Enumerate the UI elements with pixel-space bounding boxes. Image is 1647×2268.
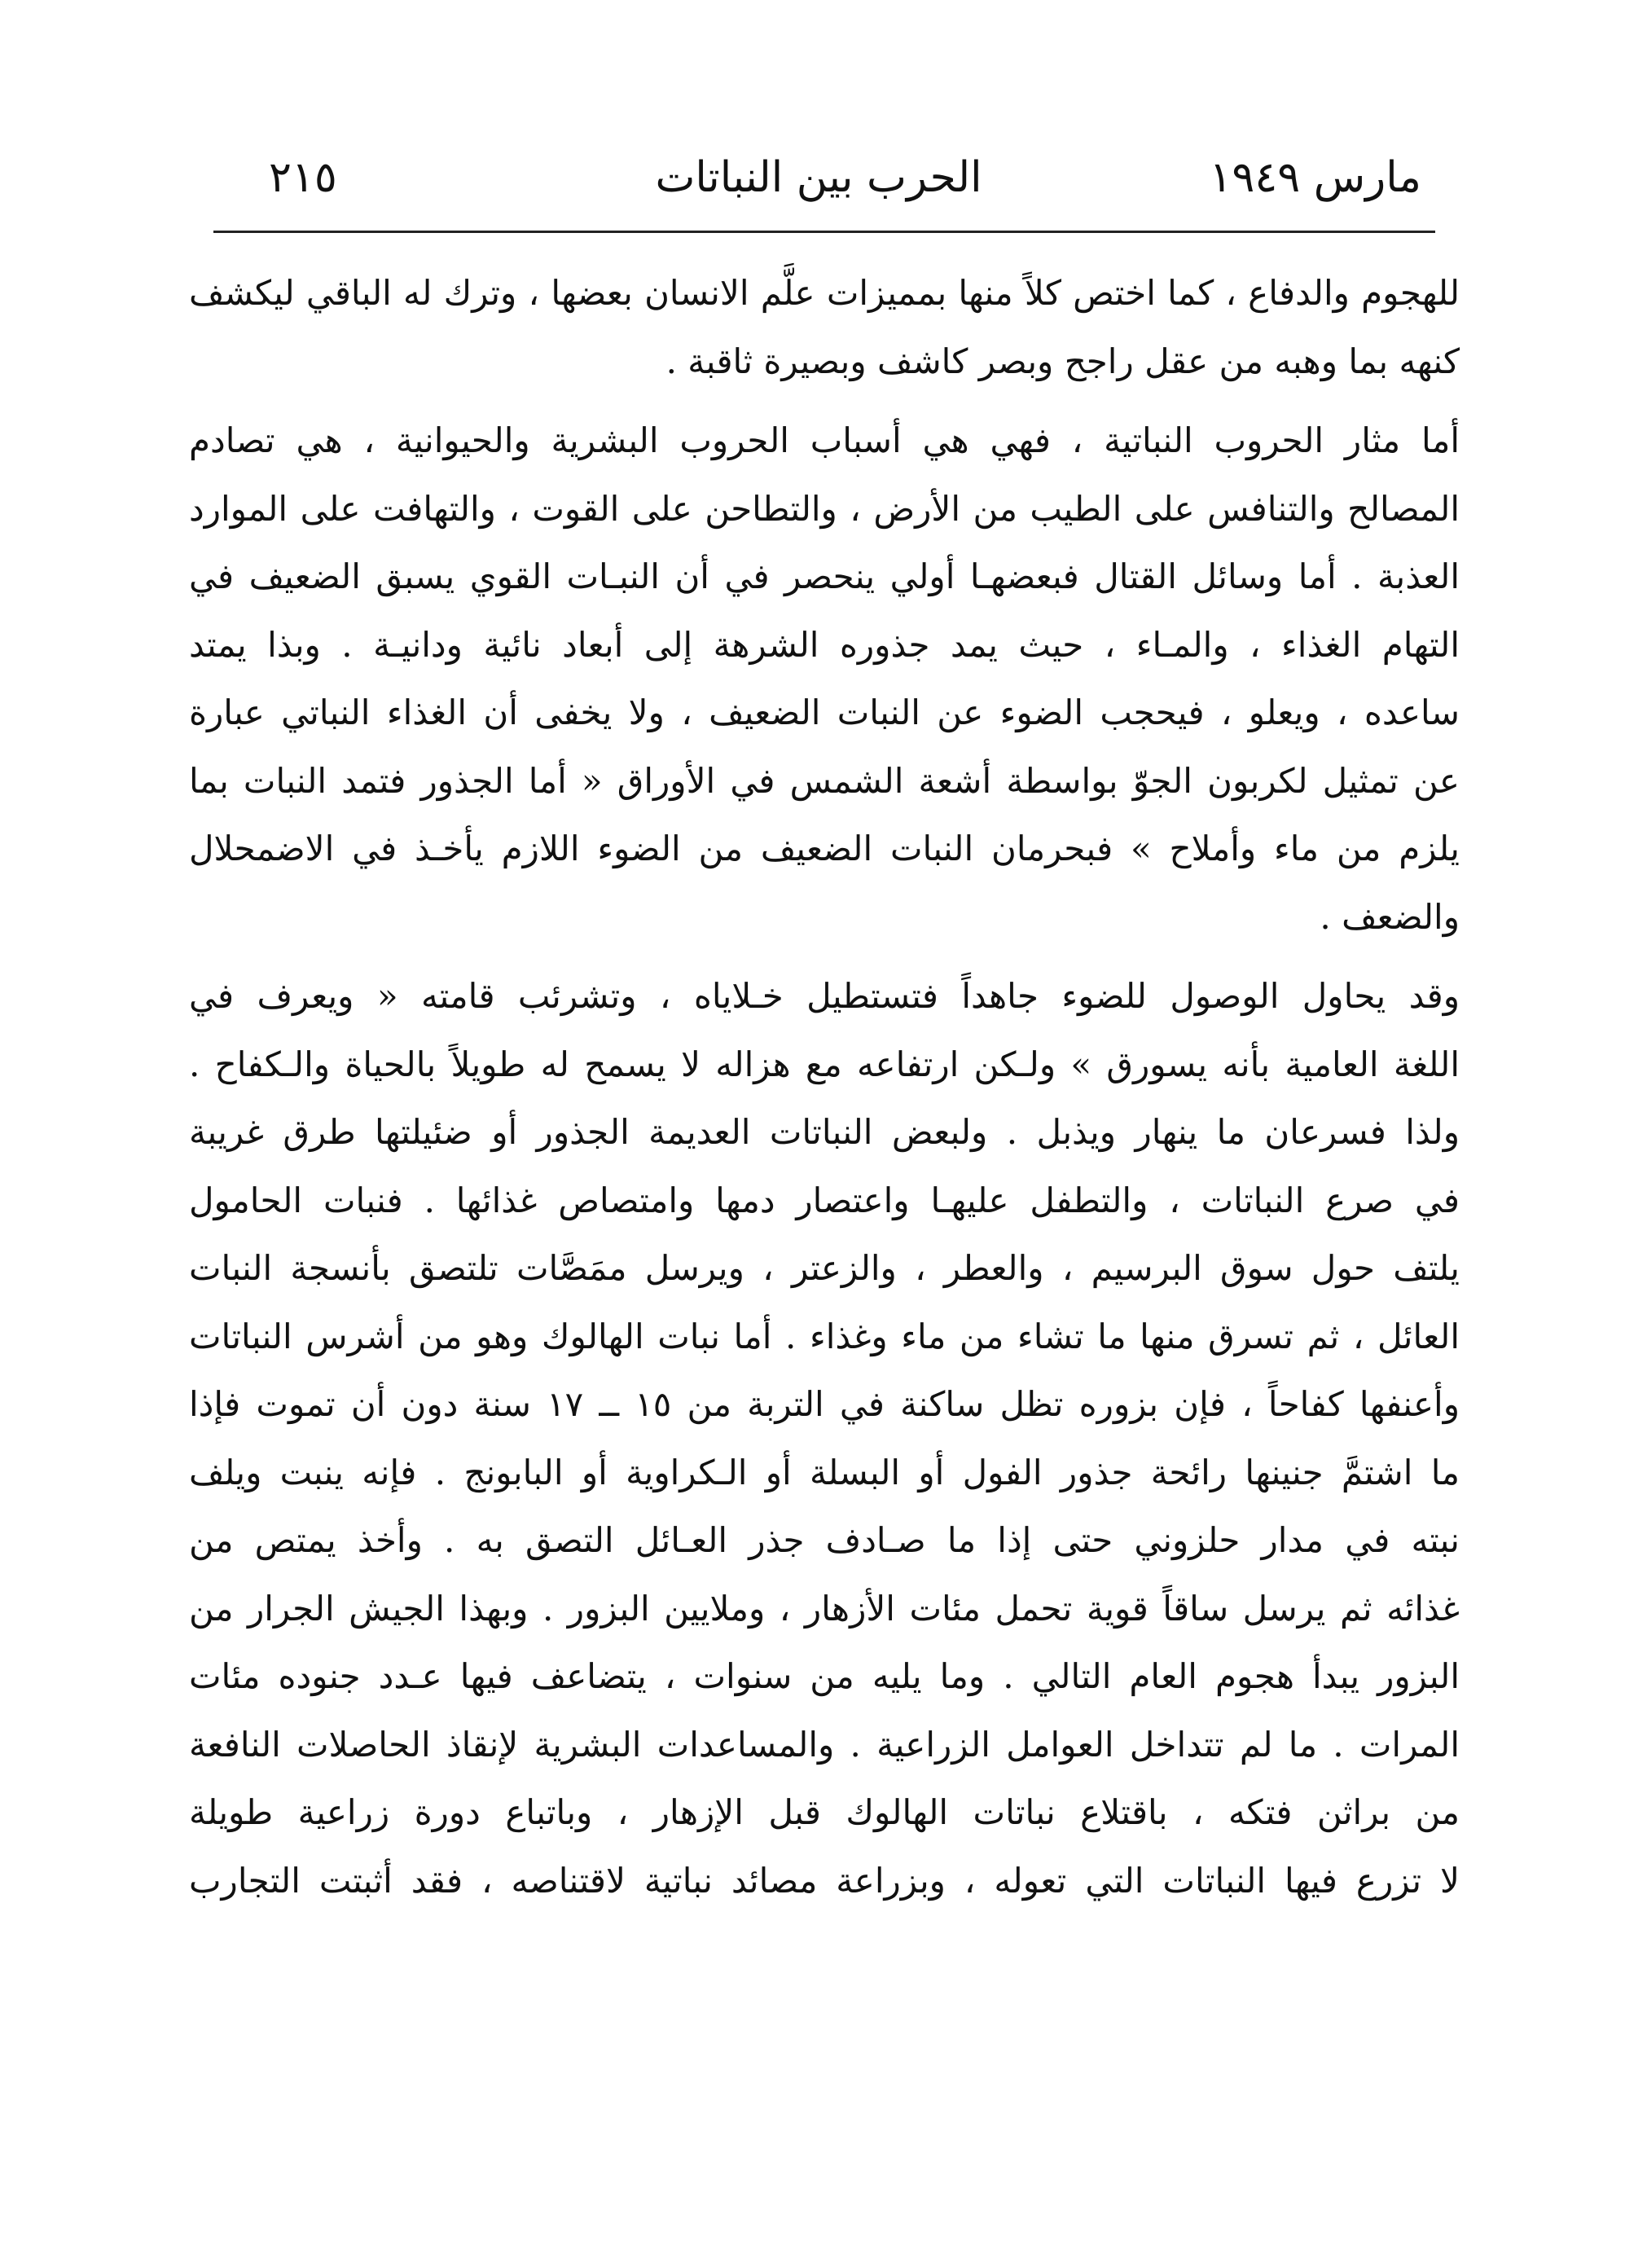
text-line: كنهه بما وهبه من عقل راجح وبصر كاشف وبصيرة ثاقبة . (665, 341, 1460, 381)
page-number: ٢١٥ (269, 153, 337, 202)
text-line: وأعنفها كفاحاً ، فإن بزوره تظل ساكنة في التربة من ١٥ ــ ١٧ سنة دون أن تموت فإذا (189, 1384, 1460, 1424)
text-line: والضعف . (1320, 896, 1460, 937)
text-line: المرات . ما لم تتداخل العوامل الزراعية . والمساعدات البشرية لإنقاذ الحاصلات النافعة (189, 1724, 1460, 1765)
text-line: ولذا فسرعان ما ينهار ويذبل . ولبعض النباتات العديمة الجذور أو ضئيلتها طرق غريبة (189, 1112, 1460, 1152)
text-line: في صرع النباتات ، والتطفل عليهـا واعتصار دمها وامتصاص غذائها . فنبات الحامول (189, 1180, 1460, 1220)
text-line: من براثن فتكه ، باقتلاع نباتات الهالوك قبل الإزهار ، وباتباع دورة زراعية طويلة (189, 1792, 1460, 1832)
text-line: عن تمثيل لكربون الجوّ بواسطة أشعة الشمس في الأوراق « أما الجذور فتمد النبات بما (189, 760, 1460, 801)
text-line: وقد يحاول الوصول للضوء جاهداً فتستطيل خـلاياه ، وتشرئب قامته « ويعرف في (189, 976, 1460, 1016)
header-title: الحرب بين النباتات (655, 153, 982, 202)
text-line: ما اشتمَّ جنينها رائحة جذور الفول أو البسلة أو الـكراوية أو البابونج . فإنه ينبت ويلف (189, 1452, 1460, 1492)
header-date: مارس ١٩٤٩ (1209, 153, 1421, 202)
text-line: العائل ، ثم تسرق منها ما تشاء من ماء وغذاء . أما نبات الهالوك وهو من أشرس النباتات (189, 1316, 1460, 1356)
paragraph-1 (189, 259, 1460, 395)
text-line: البزور يبدأ هجوم العام التالي . وما يليه من سنوات ، يتضاعف فيها عـدد جنوده مئات (189, 1656, 1460, 1696)
text-line: ساعده ، ويعلو ، فيحجب الضوء عن النبات الضعيف ، ولا يخفى أن الغذاء النباتي عبارة (189, 692, 1460, 732)
text-line: المصالح والتنافس على الطيب من الأرض ، والتطاحن على القوت ، والتهافت على الموارد (189, 488, 1460, 529)
text-line: اللغة العامية بأنه يسورق » ولـكن ارتفاعه مع هزاله لا يسمح له طويلاً بالحياة والـكفاح . (189, 1044, 1460, 1084)
paragraph-3 (189, 962, 1460, 1914)
text-line: يلتف حول سوق البرسيم ، والعطر ، والزعتر ، ويرسل ممَصَّات تلتصق بأنسجة النبات (189, 1248, 1460, 1288)
text-line: نبته في مدار حلزوني حتى إذا ما صـادف جذر العـائل التصق به . وأخذ يمتص من (189, 1520, 1460, 1560)
paragraph-2 (189, 407, 1460, 951)
header-rule (213, 231, 1435, 233)
page-header (216, 145, 1421, 210)
text-line: يلزم من ماء وأملاح » فبحرمان النبات الضعيف من الضوء اللازم يأخـذ في الاضمحلال (189, 829, 1460, 868)
text-line: التهام الغذاء ، والمـاء ، حيث يمد جذوره الشرهة إلى أبعاد نائية ودانيـة . وبذا يمتد (189, 624, 1460, 665)
text-line: للهجوم والدفاع ، كما اختص كلاً منها بمميزات علَّم الانسان بعضها ، وترك له الباقي ليكشف (189, 273, 1460, 313)
article-body (189, 259, 1460, 1914)
text-line: العذبة . أما وسائل القتال فبعضهـا أولي ينحصر في أن النبـات القوي يسبق الضعيف في (189, 556, 1460, 596)
text-line: لا تزرع فيها النباتات التي تعوله ، وبزراعة مصائد نباتية لاقتناصه ، فقد أثبتت التجارب (189, 1860, 1460, 1901)
text-line: أما مثار الحروب النباتية ، فهي هي أسباب الحروب البشرية والحيوانية ، هي تصادم (189, 420, 1460, 460)
text-line: غذائه ثم يرسل ساقاً قوية تحمل مئات الأزهار ، وملايين البزور . وبهذا الجيش الجرار من (189, 1588, 1460, 1628)
